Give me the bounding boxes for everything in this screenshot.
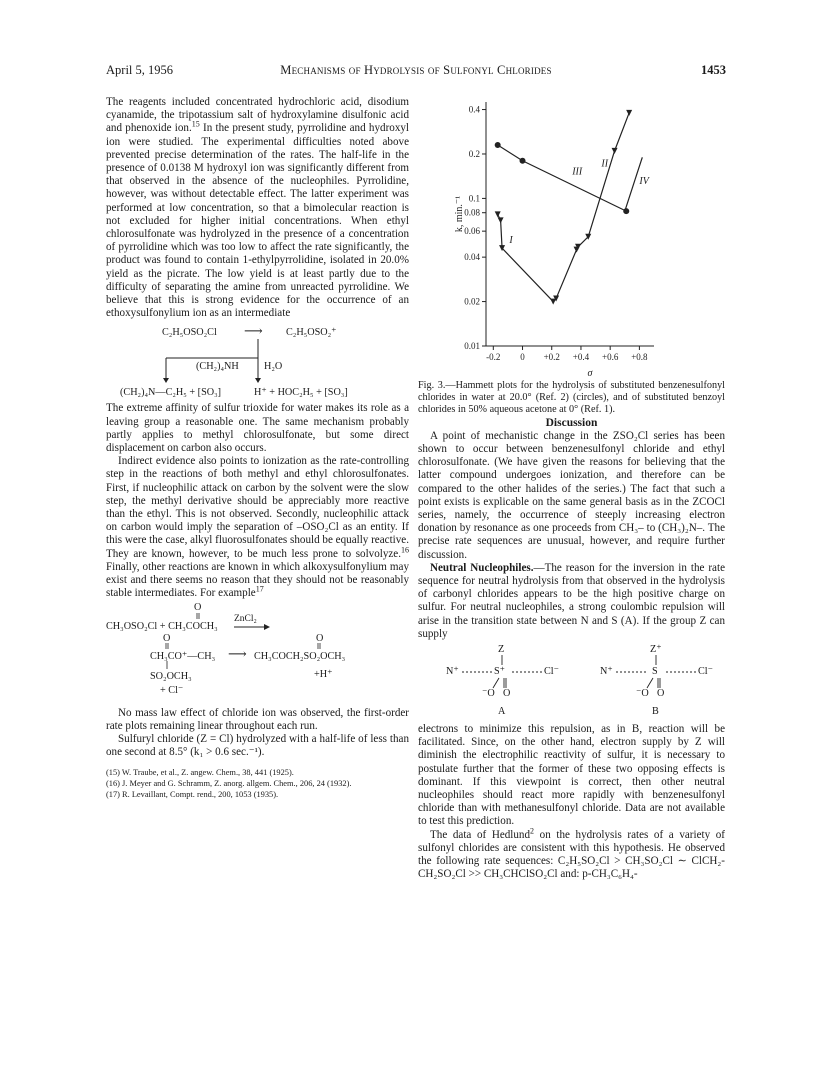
data-point-II <box>612 148 618 154</box>
footnotes <box>106 767 409 800</box>
y-tick-label: 0.1 <box>468 193 480 204</box>
struct-a-z: Z <box>498 644 505 656</box>
scheme-cation: C₂H₅OSO₂⁺ <box>286 327 337 339</box>
header-title: Mechanisms of Hydrolysis of Sulfonyl Chlorides <box>280 63 552 77</box>
paragraph: Neutral Nucleophiles.—The reason for the inversion in the rate sequence for neutral hydrolysis from that observed in the hydrolysis of carbonyl chlorides appears to be the high positive charge on sulfur. For neutral nucleophiles, a strong coulombic repulsion will arise in the transition state between N and S (A). If the group Z can supply <box>418 561 725 640</box>
series-label: II <box>601 158 609 170</box>
structure-bonds <box>418 643 725 721</box>
x-tick-label: +0.6 <box>602 352 619 362</box>
paragraph: Sulfuryl chloride (Z = Cl) hydrolyzed with a half-life of less than one second at 8.5° (k₁ > 0.6 sec.⁻¹). <box>106 732 409 759</box>
y-tick-label: 0.4 <box>468 104 480 115</box>
figure-caption: Fig. 3.—Hammett plots for the hydrolysis of substituted benzenesulfonyl chlorides in water at 20.0° (Ref. 2) (circles), and of substituted benzoyl chlorides in 50% aqueous acetone at 0° (Ref. 1). <box>418 380 725 416</box>
y-tick-label: 0.04 <box>464 252 480 263</box>
intermediate-substituent: SO₂OCH₃ <box>150 670 192 682</box>
x-tick-label: +0.8 <box>631 352 648 362</box>
y-tick-label: 0.01 <box>464 341 480 351</box>
data-point-I <box>498 217 504 223</box>
series-label: III <box>572 166 583 178</box>
series-label: I <box>509 234 513 246</box>
section-heading: Discussion <box>545 416 598 429</box>
struct-b-n: N⁺ <box>600 666 613 678</box>
struct-a-label: A <box>498 706 506 718</box>
struct-a-cl: Cl⁻ <box>544 666 560 678</box>
scheme-arrow: ⟶ <box>244 323 263 339</box>
scheme-product-water: H⁺ + HOC₂H₅ + [SO₃] <box>254 387 348 399</box>
transition-state-structures <box>418 643 725 721</box>
proton: +H⁺ <box>314 668 333 680</box>
data-point-II <box>626 110 632 116</box>
paragraph: The data of Hedlund$^2$ on the hydrolysis rates of a variety of sulfonyl chlorides are consistent with this hypothesis. He observed the following rate sequences: C₂H₅SO₂Cl > CH₃SO₂Cl ∼ ClCH₂-CH₂SO₂Cl >> CH₃CHClSO₂Cl and: p-CH₃C₆H₄- <box>418 826 725 881</box>
scheme2-reactants: CH₃OSO₂Cl + CH₃COCH₃ <box>106 620 218 632</box>
paragraph: Indirect evidence also points to ionization as the rate-controlling step in the reactions of both methyl and ethyl chlorosulfonates. First, if nucleophilic attack on carbon by the solvent were the slow step, the methyl derivative should be appreciably more reactive than the ethyl. This is not observed. Secondly, nucleophilic attack on carbon would imply the separation of –OSO₂Cl as an entity. If this were the case, alkyl fluorosulfonates should be equally reactive. They are known, however, to be much less prone to solvolyze.$^{16}$ Finally, other reactions are known in which alkoxysulfonylium may exist and there seems no reason that they should not be reasonably stable intermediates. For example$^{17}$ <box>106 455 409 600</box>
y-tick-label: 0.08 <box>464 207 480 218</box>
scheme2-product: CH₃COCH₂SO₂OCH₃ <box>254 650 346 662</box>
intermediate-oxygen: O <box>163 632 171 644</box>
x-tick-label: 0 <box>520 352 525 362</box>
struct-a-o1: ⁻O <box>482 688 495 700</box>
paragraph: The extreme affinity of sulfur trioxide for water makes its role as a leaving group a reasonable one. The same mechanism probably partly applies to methyl chlorosulfonate, but some direct displacement on carbon also occurs. <box>106 402 409 455</box>
paragraph: electrons to minimize this repulsion, as in B, reaction will be facilitated. Since, on the other hand, electron supply by Z will diminish the electrophilic reactivity of sulfur, it is necessary to postulate further that the former of these two opposing effects is dominant. If this viewpoint is correct, then other neutral nucleophiles should react more rapidly with benzenesulfonyl chloride than with methanesulfonyl chloride. Data are not available to test this prediction. <box>418 723 725 828</box>
page-number: 1453 <box>701 63 726 77</box>
run-in-heading: Neutral Nucleophiles. <box>430 561 534 574</box>
scheme-water-reagent: H₂O <box>264 361 283 373</box>
struct-b-o2: O <box>657 688 665 700</box>
y-tick-label: 0.06 <box>464 226 480 237</box>
struct-b-cl: Cl⁻ <box>698 666 714 678</box>
scheme2-arrow: ⟶ <box>228 645 247 661</box>
hammett-chart <box>440 92 740 382</box>
running-header <box>106 63 726 81</box>
series-line-II <box>556 113 629 299</box>
scheme-product-amine: (CH₂)₄N—C₂H₅ + [SO₃] <box>120 387 222 399</box>
paragraph: No mass law effect of chloride ion was observed, the first-order rate plots remaining linear throughout each run. <box>106 706 409 732</box>
footnote: (16) J. Meyer and G. Schramm, Z. anorg. allgem. Chem., 206, 24 (1932). <box>106 779 352 789</box>
left-column <box>106 96 409 800</box>
y-tick-label: 0.02 <box>464 296 480 307</box>
reaction-scheme-ionization <box>106 323 409 400</box>
series-line-III <box>498 145 627 211</box>
x-tick-label: -0.2 <box>486 352 501 362</box>
data-point-I <box>495 211 501 217</box>
struct-a-n: N⁺ <box>446 666 459 678</box>
paragraph: A point of mechanistic change in the ZSO₂Cl series has been shown to occur between benzenesulfonyl chloride and ethyl chlorosulfonate. (We have given the reasons for believing that the latter compound undergoes ionization, and therefore can be compared to the other halides of the series.) The fact that such a point exists is explicable on the same general basis as in the ZCOCl series, namely, the occurrence of steeply increasing electron donation by resonance as one proceeds from CH₃– to (CH₃)₂N–. The precise rate sequences are unusual, however, and require further discussion. <box>418 429 725 561</box>
right-column <box>418 380 725 882</box>
catalyst-label: ZnCl₂ <box>234 613 257 624</box>
series-line-I <box>498 214 554 301</box>
carbonyl-oxygen: O <box>194 601 202 613</box>
scheme-amine-reagent: (CH₂)₄NH <box>196 361 239 373</box>
x-tick-label: +0.4 <box>572 352 590 362</box>
data-point-III <box>520 158 526 164</box>
paragraph: The reagents included concentrated hydrochloric acid, disodium cyanamide, the tripotassium salt of hydroxylamine disulfonic acid and phenoxide ion.$^{15}$ In the present study, pyrrolidine and hydroxyl ion were studied. The experimental difficulties noted above prevented precise determination of the rates. The half-life in the presence of 0.0138 M hydroxyl ion was significantly different from that observed in the absence of the nucleophiles. Pyrrolidine, however, was without detectable effect. The latter experiment was performed at low concentration, so that a bimolecular reaction is not excluded for higher initial concentrations. When ethyl chlorosulfonate was hydrolyzed in the presence of a concentration of pyrrolidine which was too low to affect the rate significantly, the product was found to contain 1-ethylpyrrolidine, isolated in 20.0% yield as the picrate. The low yield is at least partly due to the difficulty of separating the amine from unreacted pyrrolidine. We believe that this is strong evidence for the occurrence of an ethoxysulfonylium ion as an intermediate <box>106 96 409 320</box>
struct-b-o1: ⁻O <box>636 688 649 700</box>
y-tick-label: 0.2 <box>468 148 480 159</box>
data-point-III <box>623 208 629 214</box>
struct-b-label: B <box>652 706 659 718</box>
y-axis-label: k, min.⁻¹ <box>454 195 465 233</box>
reaction-scheme-acetone <box>106 601 409 701</box>
struct-b-s: S <box>652 666 658 678</box>
series-label: IV <box>639 176 649 188</box>
product-oxygen: O <box>316 632 324 644</box>
x-tick-label: +0.2 <box>543 352 560 362</box>
chloride-ion: + Cl⁻ <box>160 684 184 696</box>
header-date: April 5, 1956 <box>106 63 174 77</box>
x-axis-label: σ <box>587 368 593 379</box>
struct-a-o2: O <box>503 688 511 700</box>
data-point-III <box>495 142 501 148</box>
footnote: (15) W. Traube, et al., Z. angew. Chem., 38, 441 (1925). <box>106 768 294 778</box>
chart-svg <box>440 92 740 382</box>
intermediate-cation: CH₃CO⁺—CH₃ <box>150 650 216 662</box>
footnote: (17) R. Levaillant, Compt. rend., 200, 1053 (1935). <box>106 790 279 800</box>
struct-b-z: Z⁺ <box>650 644 662 656</box>
scheme-reactant: C₂H₅OSO₂Cl <box>162 327 217 339</box>
struct-a-s: S⁺ <box>494 666 506 678</box>
